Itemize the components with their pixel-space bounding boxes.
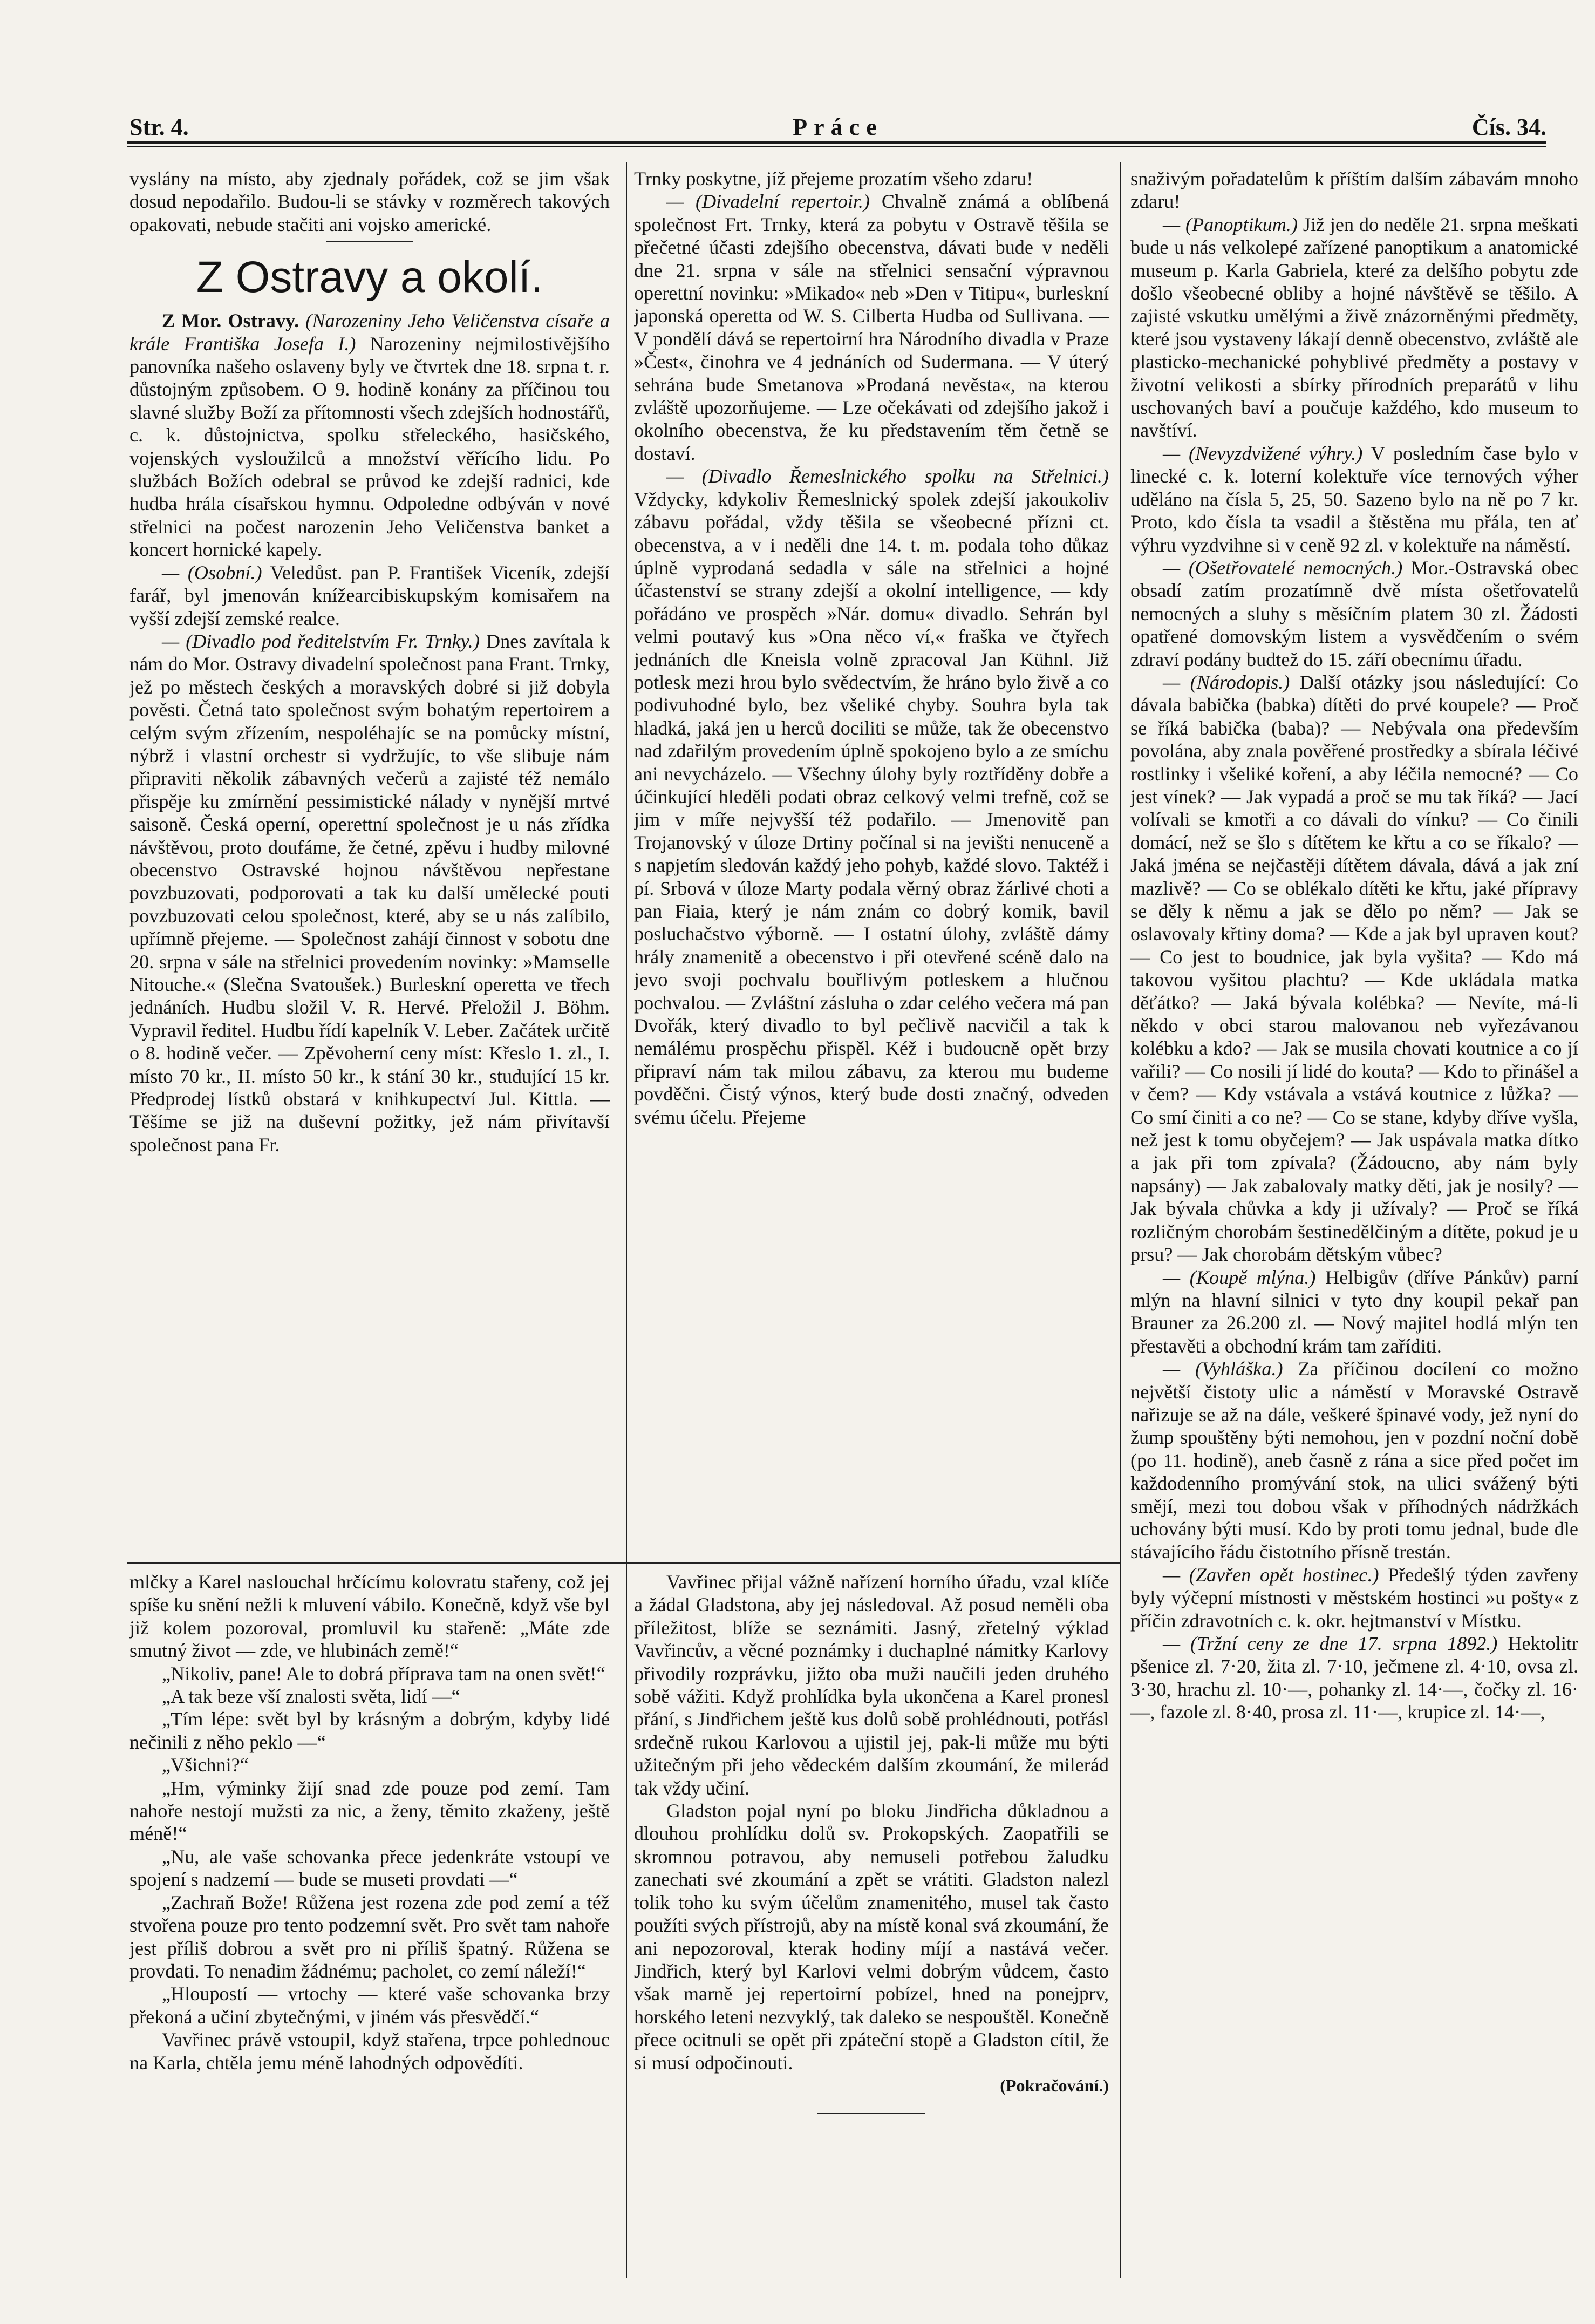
- dateline: Z Mor. Ostravy.: [162, 310, 299, 332]
- item-text: Hektolitr pšenice zl. 7·20, žita zl. 7·10, ječmene zl. 4·10, ovsa zl. 3·30, hrachu zl. 10·—, pohanky zl. 14·—, čočky zl. 16·—, fazole zl. 8·40, prosa zl. 11·—, krupice zl. 14·—,: [1130, 1633, 1578, 1723]
- news-item: [1130, 556, 1578, 671]
- end-separator: [817, 2113, 925, 2114]
- news-item: [129, 630, 610, 1156]
- item-heading: — (Vyhláška.): [1163, 1358, 1283, 1380]
- feuilleton-paragraph: „A tak beze vší znalosti světa, lidí —“: [162, 1686, 460, 1708]
- item-heading: — (Tržní ceny ze dne 17. srpna 1892.): [1163, 1633, 1498, 1654]
- news-item: [1130, 1266, 1578, 1358]
- feuilleton-rule: [127, 1562, 1120, 1564]
- left-column-feuilleton: [129, 1571, 610, 2278]
- item-text: Helbigův (dříve Pánkův) parní mlýn na hlavní silnici v tyto dny koupil pekař pan Brauner za 26.200 zl. — Nový majitel hodlá mlýn ten přestavěti a obchodní krám tam zaříditi.: [1130, 1266, 1578, 1357]
- header-rule: [127, 141, 1546, 144]
- issue-number: Čís. 34.: [1471, 114, 1546, 140]
- item-heading: — (Osobní.): [162, 561, 262, 583]
- feuilleton-paragraph: Gladston pojal nyní po bloku Jindřicha důkladnou a dlouhou prohlídku dolů sv. Prokopských. Zaopatřili se skromnou potravou, aby nemuseli potřebou žaludku zanechati své zkoumání a zpět se vrátiti. Gladston nalezl tolik toho ku svým účelům znamenitého, musel tak často použíti svých přístrojů, aby na místě konal svá zkoumání, že ani nepozoroval, kterak hodiny míjí a nastává večer. Jindřich, který byl Karlovi velmi dobrým vůdcem, často však marně jej repertoirní pobízel, hned na ponejprv, horského leteni nezvyklý, tak daleko se nespouštěl. Konečně přece ocitnuli se opět při zpáteční stopě a Gladston cítil, že si musí odpočinouti.: [634, 1800, 1109, 2074]
- page-header: [129, 108, 1546, 140]
- section-title: Z Ostravy a okolí.: [196, 253, 543, 302]
- item-text: Za příčinou docílení co možno největší čistoty ulic a náměstí v Moravské Ostravě nařizuje se až na dále, veškeré špinavé vody, jež nyní do žump spouštěny býti nemohou, jen v pozdní noční době (po 11. hodině), aneb časně z rána a sice před počet im každodenního promývání stok, na ulici svážený býti smějí, mezi tou dobou však v příhodných nádržkách uchovány býti musí. Kdo by proti tomu jednal, bude dle stávajícího řádu čistotního přísně trestán.: [1130, 1358, 1578, 1563]
- item-heading: — (Národopis.): [1163, 671, 1290, 693]
- feuilleton-paragraph: „Hm, výminky žijí snad zde pouze pod zemí. Tam nahoře nestojí mužsti za nic, a ženy, těmito zkaženy, ještě méně!“: [129, 1777, 610, 1845]
- newspaper-title: Práce: [793, 114, 883, 140]
- item-text: Dnes zavítala k nám do Mor. Ostravy divadelní společnost pana Frant. Trnky, jež po městech českých a moravských dobré si již dobyla pověsti. Četná tato společnost svým bohatým repertoirem a celým svým zřízením, nespoléhajíc se na pomůcky místní, nýbrž i vlastní orchestr si vydržujíc, to vše slibuje nám připraviti několik zábavných večerů a zajisté též nemálo přispěje ku zmírnění pessimistické nálady v nynější mrtvé saisoně. Česká operní, operettní společnost je u nás zřídka návštěvou, proto doufáme, že četné, zpěvu i hudby milovné obecenstvo Ostravské hojnou návštěvou nepřestane povzbuzovati, podporovati a tak ku další umělecké pouti povzbuzovati celou společnost, které, aby se u nás zalíbilo, upřímně přejeme. — Společnost zahájí činnost v sobotu dne 20. srpna v sále na střelnici provedením novinky: »Mamselle Nitouche.« (Slečna Svatoušek.) Burleskní operetta ve třech jednáních. Hudbu složil V. R. Hervé. Přeložil J. Böhm. Vypravil ředitel. Hudbu řídí kapelník V. Leber. Začátek určitě o 8. hodině večer. — Zpěvoherní ceny míst: Křeslo 1. zl., I. místo 70 kr., II. místo 50 kr., k stání 30 kr., studující 15 kr. Předprodej lístků obstará v knihkupectví Jul. Kittla. — Těšíme se již na duševní požitky, jež nám přivítavší společnost pana Fr.: [129, 630, 610, 1156]
- item-heading: — (Ošetřovatelé nemocných.): [1163, 556, 1403, 579]
- article-continuation: Trnky poskytne, jíž přejeme prozatím všeho zdaru!: [634, 168, 1033, 189]
- feuilleton-paragraph: „Hloupostí — vrtochy — které vaše schovanka brzy překoná a učiní zbytečnými, v jiném vás přesvědčí.“: [129, 1983, 610, 2028]
- middle-column-feuilleton: [634, 1571, 1109, 2278]
- page-number: Str. 4.: [129, 114, 189, 140]
- feuilleton-paragraph: Vavřinec právě vstoupil, když stařena, trpce pohlednouc na Karla, chtěla jemu méně lahodných odpovědíti.: [129, 2029, 610, 2074]
- continued-note: (Pokračování.): [1000, 2075, 1109, 2095]
- article-continuation: snaživým pořadatelům k příštím dalším zábavám mnoho zdaru!: [1130, 168, 1578, 213]
- item-heading: — (Divadlo pod ředitelstvím Fr. Trnky.): [162, 630, 480, 652]
- news-item: [1130, 1632, 1578, 1724]
- news-item: [1130, 1357, 1578, 1564]
- news-item: [1130, 213, 1578, 442]
- column-divider: [626, 162, 627, 2278]
- item-text: Další otázky jsou následující: Co dávala babička (babka) dítěti do prvé koupele? — Proč se říká babička (baba)? — Nebývala ona především povolána, aby znala pověřené prostředky a sbírala léčivé rostlinky i všeliké koření, a aby léčila nemocné? — Co jest vínek? — Jak vypadá a proč se mu tak říká? — Jací volívali se kmotři a co dávali do vínku? — Co činili domácí, než se šlo s dítětem ke křtu a co se říkalo? — Jaká jména se nejčastěji dítětem dávala, dává a jak zní mazlivě? — Co se oblékalo dítěti ke křtu, jaké přípravy se děly k němu a jak se dělo po něm? — Jak se oslavovaly křtiny doma? — Kde a jak byl upraven kout? — Co jest to boudnice, jak byla vyšita? — Kdo má takovou vyšitou plachtu? — Kde ukládala matka děťátko? — Jaká bývala kolébka? — Nevíte, má-li někdo v obci starou malovanou neb vyřezávanou kolébku a kdo? — Jak se musila chovati koutnice a co jí vařili? — Co nosili jí lidé do kouta? — Kdo to přinášel a v čem? — Kdy vstávala a vstává koutnice z lůžka? — Co smí činiti a co ne? — Co se stane, kdyby dříve vyšla, než jest k tomu obyčejem? — Jak uspávala matka dítko a jak při tom zpívala? (Žádoucno, aby nám byly napsány) — Jak zabalovaly matky děti, jak je nosily? — Jak bývala chůvka a kdy ji užívaly? — Proč se říká rozličným chorobám šestinedělčiným a dítěte, pokud je u prsu? — Jak chorobám dětským vůbec?: [1130, 671, 1578, 1266]
- separator: [326, 241, 413, 242]
- news-item: [634, 465, 1109, 1129]
- item-text: Veledůst. pan P. František Viceník, zdejší farář, byl jmenován knížearcibiskupským komisařem na vyšší zdejší zemské realce.: [129, 561, 610, 629]
- item-text: Již jen do neděle 21. srpna meškati bude u nás velkolepé zařízené panoptikum a anatomické museum p. Karla Gabriela, které za delšího pobytu zde došlo všeobecné obliby a hojné návštěvě se těšilo. A zajisté vskutku umělými a živě znázorněnými předměty, které jsou vystaveny lákají denně obecenstvo, zvláště ale plasticko-mechanické pohyblivé předměty a postavy v životní velikosti a sbírky přírodních preparátů v lihu uschovaných baví a poučuje každého, kdo museum to navštíví.: [1130, 213, 1578, 441]
- feuilleton-paragraph: „Všichni?“: [162, 1754, 249, 1776]
- item-heading: (Narozeniny Jeho Veličenstva císaře a krále Františka Josefa I.): [129, 310, 610, 355]
- news-item: [1130, 442, 1578, 556]
- article-continuation: vyslány na místo, aby zjednaly pořádek, což se jim však dosud nepodařilo. Budou-li se stávky v rozměrech takových opakovati, nebude stačiti ani vojsko americké.: [129, 168, 610, 235]
- right-column: [1130, 167, 1578, 2278]
- news-item: [1130, 671, 1578, 1266]
- column-divider: [1120, 162, 1121, 2278]
- item-text: Chvalně známá a oblíbená společnost Frt. Trnky, která za pobytu v Ostravě těšila se přečetné účasti zdejšího obecenstva, dávati bude v neděli dne 21. srpna v sále na střelnici sensační výpravnou operettní novinku: »Mikado« neb »Den v Titipu«, burleskní japonská operetta od W. S. Cilberta Hudba od Sullivana. — V pondělí dává se repertoirní hra Národního divadla v Praze »Čest«, činohra ve 4 jednáních od Sudermana. — V úterý sehrána bude Smetanova »Prodaná nevěsta«, na kterou zvláště upozorňujeme. — Lze očekávati od zdejšího jakož i okolního obecenstva, že ku představením těm četně se dostaví.: [634, 191, 1109, 464]
- feuilleton-paragraph: „Zachraň Bože! Růžena jest rozena zde pod zemí a též stvořena pouze pro tento podzemní svět. Pro svět tam nahoře jest příliš dobrou a svět pro ni příliš špatný. Růžena se provdati. To nenadim žádnému; pacholet, co zemí náleží!“: [129, 1891, 610, 1982]
- item-heading: — (Panoptikum.): [1163, 213, 1298, 235]
- feuilleton-paragraph: „Tím lépe: svět byl by krásným a dobrým, kdyby lidé nečinili z něho peklo —“: [129, 1708, 610, 1753]
- item-text: Mor.-Ostravská obec obsadí zatím prozatímně dvě místa ošetřovatelů nemocných a sluhy s měsíčním platem 30 zl. Žádosti opatřené domovským listem a vysvědčením o svém zdraví podány budtež do 15. září obecnímu úřadu.: [1130, 556, 1578, 670]
- feuilleton-paragraph: mlčky a Karel naslouchal hrčícímu kolovratu stařeny, což jej spíše ku snění nežli k mluvení vábilo. Konečně, když vše byl již kolem pozoroval, promluvil ku stařeně: „Máte zde smutný život — zde, ve hlubinách země!“: [129, 1571, 610, 1662]
- item-text: Předešlý týden zavřeny byly výčepní místnosti v městském hostinci »u pošty« z příčin zdravotních c. k. okr. hejtmanství v Místku.: [1130, 1564, 1578, 1632]
- feuilleton-paragraph: „Nu, ale vaše schovanka přece jedenkráte vstoupí ve spojení s nadzemí — bude se museti provdati —“: [129, 1845, 610, 1891]
- middle-column-top: [634, 167, 1109, 1554]
- item-heading: — (Nevyzdvižené výhry.): [1163, 442, 1363, 464]
- item-text: Vždycky, kdykoliv Řemeslnický spolek zdejší jakoukoliv zábavu pořádal, vždy těšila se všeobecné přízni ct. obecenstva, a v i neděli dne 14. t. m. podala toho důkaz úplně vyprodaná sedadla v sále na střelnici a hojné účastenství se strany zdejší a okolní intelligence, — kdy pořádáno ve prospěch »Nár. domu« divadlo. Sehrán byl velmi poutavý kus »Ona něco ví,« fraška ve čtyřech jednáních dle Kneisla volně zpracoval Jan Kühnl. Již potlesk mezi hrou bylo svědectvím, že hráno bylo živě a co podivuhodné bylo, bez všeliké chyby. Souhra byla tak hladká, jaká jen u herců dociliti se může, tak že obecenstvo nad zdařilým provedením úplně spokojeno bylo a ze smíchu ani nevycházelo. — Všechny úlohy byly roztříděny dobře a účinkující hleděli podati obraz celkový velmi trefně, což se jim v míře nejvyšší též podařilo. — Jmenovitě pan Trojanovský v úloze Drtiny počínal si na jevišti nenuceně a s napjetím sledován každý jeho pohyb, každé slovo. Taktéž i pí. Srbová v úloze Marty podala věrný obraz žárlivé choti a pan Fiaia, který je nám znám co dobrý komik, bavil posluchačstvo výborně. — I ostatní úlohy, zvláště dámy hrály znamenitě a obecenstvo i při otevřené scéně dalo na jevo svoji pochvalu bouřlivým potleskem a hlučnou pochvalou. — Zvláštní zásluha o zdar celého večera má pan Dvořák, který divadlo to byl pečlivě nacvičil a tak k nemálému prospěchu přispěl. Kéž i budoucně opět brzy připraví nám tak milou zábavu, za kterou mu budeme povděčni. Čistý výnos, který bude dosti značný, odveden svému účelu. Přejeme: [634, 488, 1109, 1128]
- item-heading: — (Koupě mlýna.): [1163, 1266, 1316, 1288]
- news-item: [129, 309, 610, 561]
- item-heading: — (Divadelní repertoir.): [666, 191, 870, 213]
- news-item: [1130, 1564, 1578, 1632]
- feuilleton-paragraph: „Nikoliv, pane! Ale to dobrá příprava tam na onen svět!“: [162, 1662, 605, 1684]
- item-heading: — (Zavřen opět hostinec.): [1163, 1564, 1379, 1586]
- left-column-top: [129, 167, 610, 1554]
- news-item: [129, 561, 610, 630]
- feuilleton-paragraph: Vavřinec přijal vážně nařízení horního úřadu, vzal klíče a žádal Gladstona, aby jej následoval. Až posud neměli oba příležitost, blíže se seznámiti. Jasný, zřetelný výklad Vavřincův, a věcné poznámky i duchaplné námitky Karlovy přivodily rozprávku, jižto oba muži naučili jeden druhého sobě vážiti. Když prohlídka byla ukončena a Karel pronesl přání, s Jindřichem ještě kus dolů sobě prohlédnouti, potřásl srdečně rukou Karlovou a ujistil jej, pak-li může mu býti užitečným při jeho vědeckém dalším zkoumání, že milerád tak vždy učiní.: [634, 1571, 1109, 1799]
- news-item: [634, 190, 1109, 465]
- header-rule-thin: [127, 146, 1546, 147]
- item-text: V posledním čase bylo v linecké c. k. loterní kolektuře více ternových výher uděláno na čísla 5, 25, 50. Sazeno bylo na ně po 7 kr. Proto, kdo čísla ta vsadil a štěstěna mu přála, ten ať výhru vyzdvihne si v ceně 92 zl. v kolektuře na náměstí.: [1130, 442, 1578, 556]
- item-heading: — (Divadlo Řemeslnického spolku na Střelnici.): [666, 465, 1109, 487]
- item-text: Narozeniny nejmilostivějšího panovníka našeho oslaveny byly ve čtvrtek dne 18. srpna t. r. důstojným způsobem. O 9. hodině konány za příčinou tou slavné služby Boží za přítomnosti všech zdejších hodnostářů, c. k. důstojnictva, spolku střeleckého, hasičského, vojenských vysloužilců a množství věřícího lidu. Po službách Božích odebral se průvod ke zdejší radnici, kde hudba hrála císařskou hymnu. Odpoledne odbýván v nové střelnici na počest narozenin Jeho Veličenstva banket a koncert hornické kapely.: [129, 332, 610, 561]
